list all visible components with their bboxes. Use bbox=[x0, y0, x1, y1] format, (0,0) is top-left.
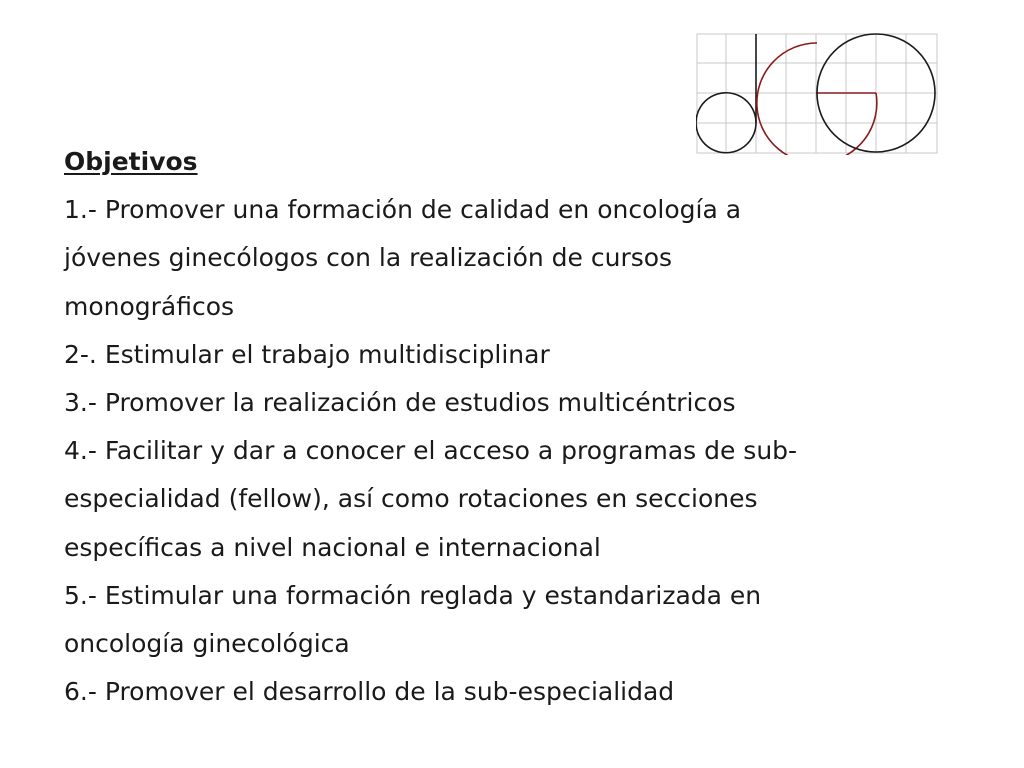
objective-line: 2-. Estimular el trabajo multidisciplinar bbox=[64, 339, 550, 369]
objectives-heading: Objetivos bbox=[64, 147, 198, 176]
objectives-text bbox=[64, 138, 964, 716]
objective-line: específicas a nivel nacional e internacional bbox=[64, 532, 601, 562]
jgo-logo-icon bbox=[696, 33, 938, 155]
objective-line: especialidad (fellow), así como rotaciones en secciones bbox=[64, 484, 758, 514]
objective-line: oncología ginecológica bbox=[64, 629, 350, 659]
objective-line: jóvenes ginecólogos con la realización de cursos bbox=[64, 243, 673, 273]
objective-line: 6.- Promover el desarrollo de la sub-especialidad bbox=[64, 677, 675, 707]
objective-line: monográficos bbox=[64, 291, 235, 321]
objective-line: 1.- Promover una formación de calidad en oncología a bbox=[64, 195, 742, 225]
objective-line: 5.- Estimular una formación reglada y estandarizada en bbox=[64, 580, 762, 610]
objective-line: 3.- Promover la realización de estudios multicéntricos bbox=[64, 388, 736, 418]
objective-line: 4.- Facilitar y dar a conocer el acceso a programas de sub- bbox=[64, 436, 798, 466]
